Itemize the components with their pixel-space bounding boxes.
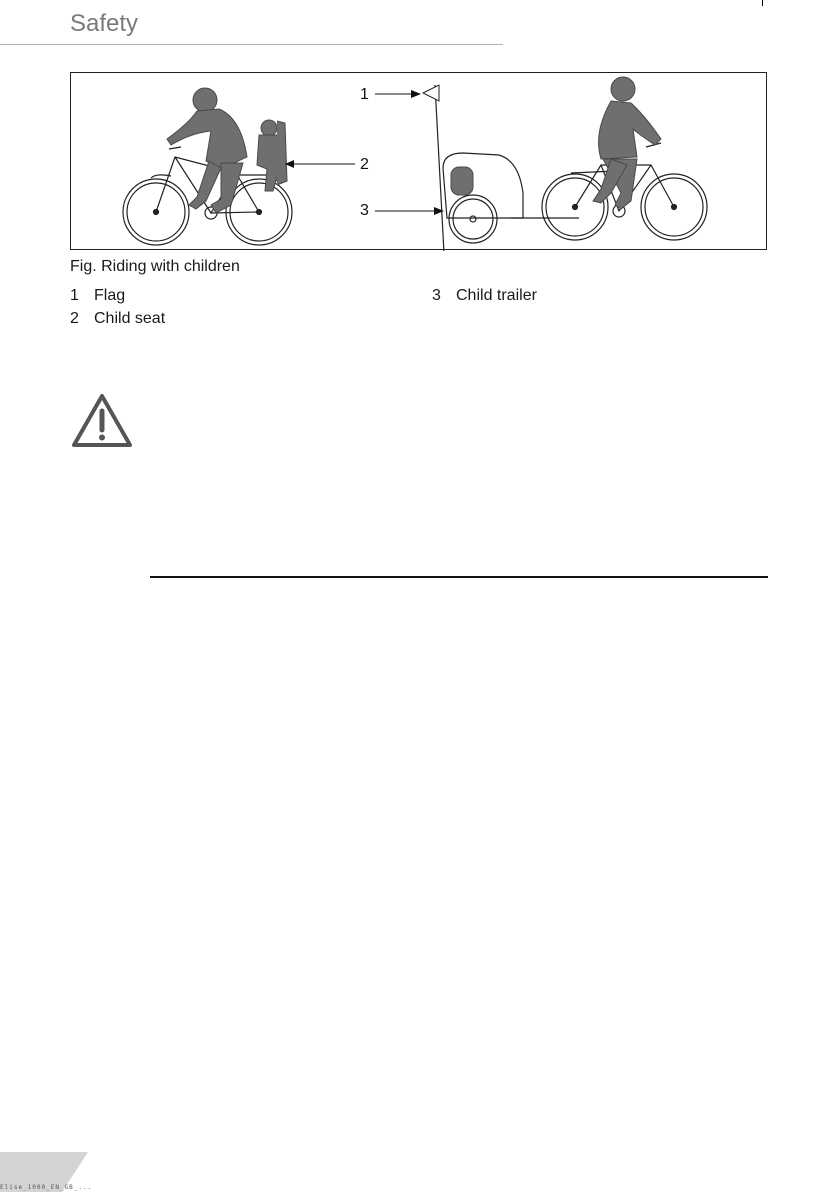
legend-item-child-seat	[70, 311, 165, 327]
legend-label: Flag	[94, 287, 126, 304]
footer-code: Elise_1000_EN_GB_...	[0, 1184, 93, 1191]
callout-number-3: 3	[360, 202, 369, 219]
figure-caption: Fig. Riding with children	[70, 258, 240, 275]
flag	[423, 85, 439, 101]
legend-label: Child seat	[94, 310, 166, 327]
callout-number-2: 2	[360, 156, 369, 173]
child-seat-passenger	[257, 120, 287, 191]
crop-mark	[762, 0, 763, 6]
warning-triangle-icon	[70, 392, 134, 455]
header-rule	[0, 44, 503, 45]
legend-item-child-trailer	[432, 288, 537, 304]
warning-divider	[150, 576, 768, 578]
legend-number: 2	[70, 310, 79, 327]
legend-number: 1	[70, 287, 79, 304]
trailer-passenger	[451, 167, 473, 195]
legend-number: 3	[432, 287, 441, 304]
figure-illustration	[71, 73, 768, 251]
legend-item-flag	[70, 288, 125, 304]
section-title: Safety	[70, 10, 139, 37]
legend-label: Child trailer	[456, 287, 537, 304]
callout-arrowhead-1	[411, 90, 421, 98]
callout-number-1: 1	[360, 86, 369, 103]
figure-riding-with-children	[70, 72, 767, 250]
